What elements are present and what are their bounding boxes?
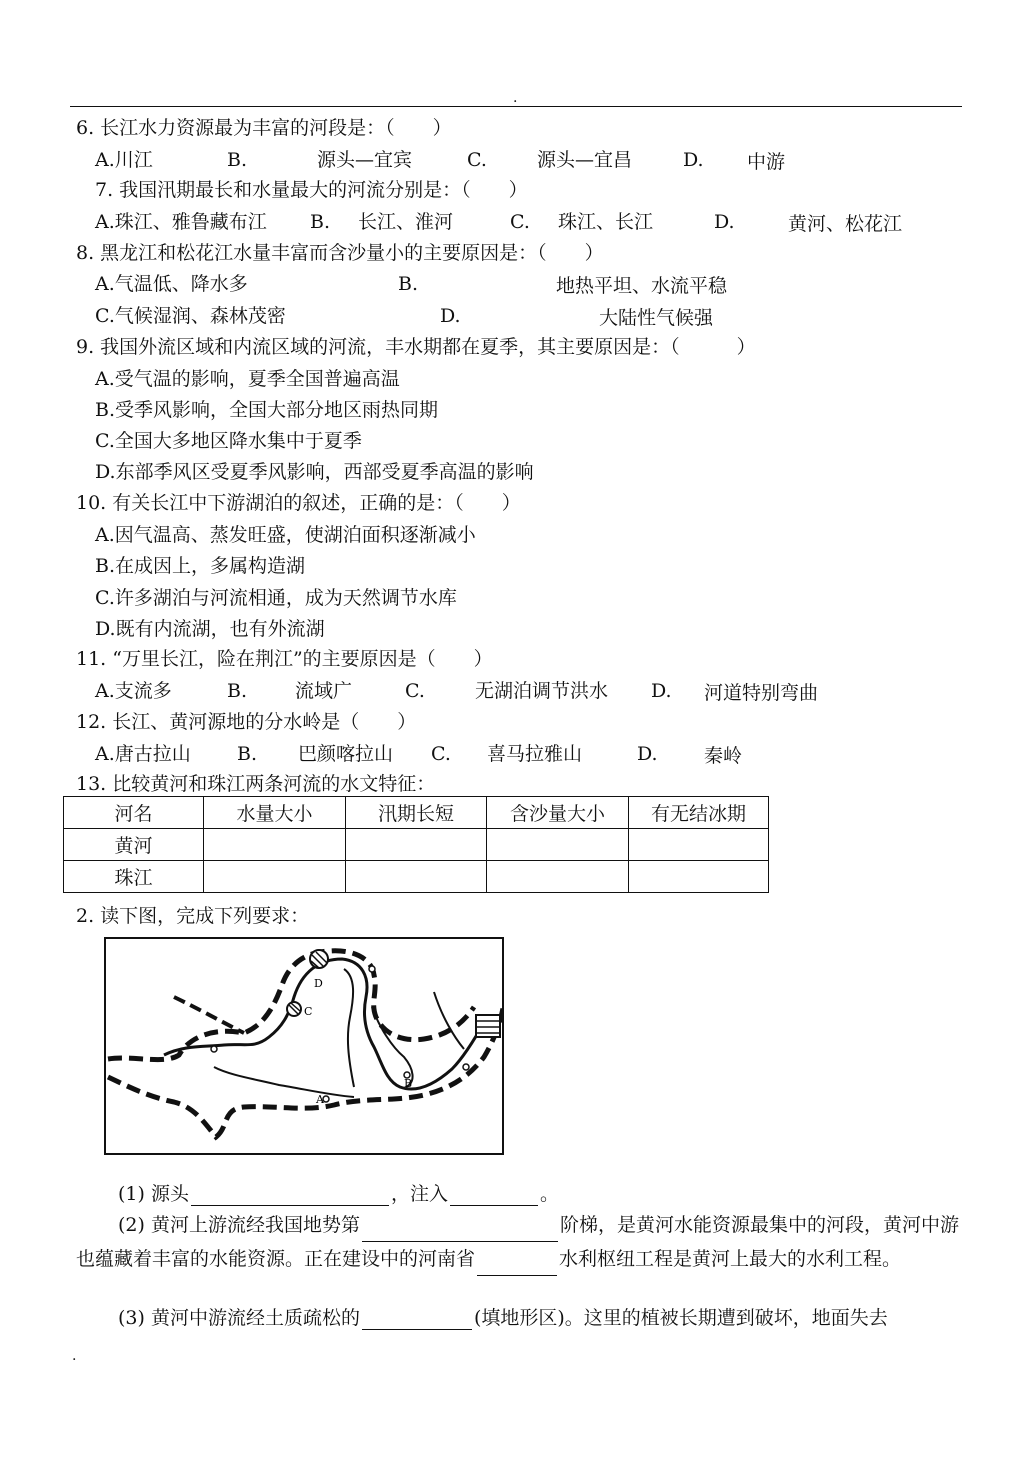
q7-option-b-letter: B.: [310, 211, 331, 233]
station-marker: [463, 1064, 469, 1070]
q12-option-d: 秦岭: [704, 745, 743, 767]
question-8-stem: 8. 黑龙江和松花江水量丰富而含沙量小的主要原因是：（ ）: [76, 242, 604, 264]
q11-option-b-letter: B.: [227, 680, 248, 702]
q12-option-b: 巴颜喀拉山: [298, 743, 394, 765]
question-10-stem: 10. 有关长江中下游湖泊的叙述，正确的是：（ ）: [76, 492, 521, 514]
q7-option-c: 珠江、长江: [558, 211, 654, 233]
q12-option-a: A.唐古拉山: [95, 743, 191, 765]
q6-option-c: 源头—宜昌: [537, 149, 633, 171]
row-label-zhujiang: 珠江: [64, 861, 204, 893]
blank-landform[interactable]: [362, 1309, 472, 1330]
q8-option-a: A.气温低、降水多: [95, 273, 248, 295]
sub-question-1: [118, 1182, 559, 1206]
row-label-huanghe: 黄河: [64, 829, 204, 861]
map-frame: [105, 938, 503, 1154]
sub3-text-1: (3) 黄河中游流经土质疏松的: [118, 1307, 360, 1329]
question-12-stem: 12. 长江、黄河源地的分水岭是（ ）: [76, 711, 417, 733]
q11-option-c: 无湖泊调节洪水: [475, 680, 609, 702]
answer-cell[interactable]: [204, 829, 346, 861]
q7-option-d-letter: D.: [714, 211, 735, 233]
q9-option-a: A.受气温的影响，夏季全国普遍高温: [95, 368, 400, 390]
q6-option-c-letter: C.: [467, 149, 487, 171]
header-cell-flood-season: 汛期长短: [346, 797, 487, 829]
q10-option-a: A.因气温高、蒸发旺盛，使湖泊面积逐渐减小: [95, 524, 476, 546]
header-dot: .: [513, 90, 518, 106]
answer-cell[interactable]: [346, 829, 487, 861]
sub-question-2: [76, 1208, 962, 1276]
q9-option-c: C.全国大多地区降水集中于夏季: [95, 430, 362, 452]
q6-option-b: 源头—宜宾: [317, 149, 413, 171]
sub2-text-3: 水利枢纽工程是黄河上最大的水利工程。: [559, 1248, 902, 1270]
map-label-a: A: [316, 1093, 324, 1106]
yellow-river-map: [104, 937, 504, 1155]
q8-option-d-letter: D.: [440, 305, 461, 327]
q7-option-a: A.珠江、雅鲁藏布江: [95, 211, 267, 233]
sub2-text-1: (2) 黄河上游流经我国地势第: [118, 1214, 360, 1236]
hydrology-table: [63, 796, 769, 893]
q11-option-d-letter: D.: [651, 680, 672, 702]
table-row: [64, 861, 769, 893]
q6-option-d: 中游: [747, 151, 786, 173]
q7-option-b: 长江、淮河: [358, 211, 454, 233]
hatched-area-d: [310, 950, 328, 968]
q8-option-c: C.气候湿润、森林茂密: [95, 305, 286, 327]
q9-option-b: B.受季风影响，全国大部分地区雨热同期: [95, 399, 439, 421]
header-cell-river: 河名: [64, 797, 204, 829]
answer-cell[interactable]: [204, 861, 346, 893]
blank-hydro-project[interactable]: [477, 1255, 557, 1276]
sub-question-3: [118, 1306, 888, 1330]
q11-option-b: 流域广: [295, 680, 353, 702]
q6-option-b-letter: B.: [227, 149, 248, 171]
blank-mouth[interactable]: [450, 1185, 538, 1206]
question-11-stem: 11. “万里长江，险在荆江”的主要原因是（ ）: [76, 648, 493, 670]
q10-option-c: C.许多湖泊与河流相通，成为天然调节水库: [95, 587, 457, 609]
map-question-stem: 2. 读下图，完成下列要求：: [76, 905, 310, 927]
q11-option-c-letter: C.: [405, 680, 425, 702]
header-rule: [70, 106, 962, 107]
map-label-b: B: [404, 1077, 413, 1090]
answer-cell[interactable]: [487, 861, 629, 893]
q10-option-d: D.既有内流湖，也有外流湖: [95, 618, 325, 640]
q10-option-b: B.在成因上，多属构造湖: [95, 555, 306, 577]
sub1-text-end: 。: [539, 1183, 559, 1205]
q7-option-d: 黄河、松花江: [788, 213, 903, 235]
header-cell-sediment: 含沙量大小: [487, 797, 629, 829]
answer-cell[interactable]: [629, 829, 769, 861]
q9-option-d: D.东部季风区受夏季风影响，西部受夏季高温的影响: [95, 461, 534, 483]
blank-source[interactable]: [191, 1185, 389, 1206]
question-7-stem: 7. 我国汛期最长和水量最大的河流分别是：（ ）: [95, 179, 528, 201]
q6-option-a: A.川江: [95, 149, 153, 171]
q7-option-c-letter: C.: [510, 211, 530, 233]
table-row: [64, 829, 769, 861]
q12-option-c-letter: C.: [431, 743, 451, 765]
map-label-c: C: [304, 1005, 313, 1018]
q8-option-d: 大陆性气候强: [599, 307, 714, 329]
question-9-stem: 9. 我国外流区域和内流区域的河流，丰水期都在夏季，其主要原因是：（ ）: [76, 336, 756, 358]
sub1-text-source: (1) 源头: [118, 1183, 189, 1205]
q8-option-b: 地热平坦、水流平稳: [556, 275, 728, 297]
q12-option-d-letter: D.: [637, 743, 658, 765]
blank-terrain-step[interactable]: [362, 1221, 558, 1242]
table-header-row: [64, 797, 769, 829]
sub1-text-mouth: ，注入: [390, 1183, 448, 1205]
q8-option-b-letter: B.: [398, 273, 419, 295]
header-cell-freezing: 有无结冰期: [629, 797, 769, 829]
q11-option-a: A.支流多: [95, 680, 172, 702]
footer-dot: .: [72, 1348, 77, 1364]
q6-option-d-letter: D.: [683, 149, 704, 171]
station-marker: [369, 966, 375, 972]
answer-cell[interactable]: [629, 861, 769, 893]
map-label-d: D: [314, 977, 323, 990]
sub2-text-2: 阶梯，是黄河水能资源最集中的河段，黄河中游也蕴藏着丰富的水能资源。正在建设中的河南省: [76, 1214, 959, 1270]
question-6-stem: 6. 长江水力资源最为丰富的河段是：（ ）: [76, 117, 452, 139]
header-cell-volume: 水量大小: [204, 797, 346, 829]
station-marker: [211, 1046, 217, 1052]
sub3-text-2: (填地形区)。这里的植被长期遭到破坏，地面失去: [473, 1307, 888, 1329]
q11-option-d: 河道特别弯曲: [704, 682, 819, 704]
answer-cell[interactable]: [346, 861, 487, 893]
answer-cell[interactable]: [487, 829, 629, 861]
q12-option-c: 喜马拉雅山: [487, 743, 583, 765]
q12-option-b-letter: B.: [237, 743, 258, 765]
question-13-stem: 13. 比较黄河和珠江两条河流的水文特征：: [76, 773, 436, 795]
